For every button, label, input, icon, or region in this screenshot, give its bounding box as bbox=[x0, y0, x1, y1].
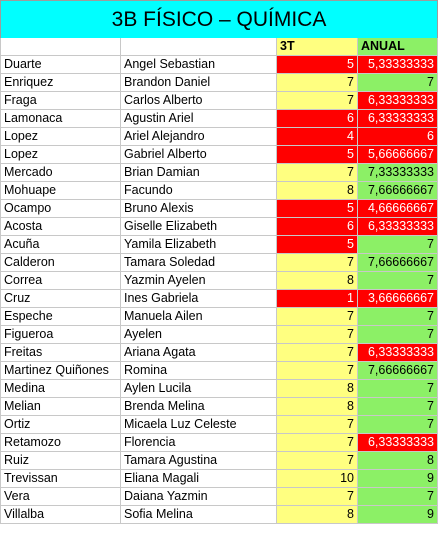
table-row bbox=[0, 218, 438, 236]
apellido-cell[interactable]: Figueroa bbox=[0, 326, 121, 344]
apellido-cell[interactable]: Fraga bbox=[0, 92, 121, 110]
nombre-cell[interactable]: Manuela Ailen bbox=[121, 308, 277, 326]
table-row bbox=[0, 398, 438, 416]
grade-3t-cell[interactable]: 6 bbox=[277, 218, 358, 236]
nombre-cell[interactable]: Brian Damian bbox=[121, 164, 277, 182]
nombre-cell[interactable]: Micaela Luz Celeste bbox=[121, 416, 277, 434]
table-row bbox=[0, 164, 438, 182]
header-anual-cell[interactable]: ANUAL bbox=[358, 38, 438, 56]
grade-3t-cell[interactable]: 7 bbox=[277, 416, 358, 434]
table-row bbox=[0, 128, 438, 146]
grade-3t-cell[interactable]: 8 bbox=[277, 398, 358, 416]
apellido-cell[interactable]: Enriquez bbox=[0, 74, 121, 92]
apellido-cell[interactable]: Calderon bbox=[0, 254, 121, 272]
apellido-cell[interactable]: Mercado bbox=[0, 164, 121, 182]
nombre-cell[interactable]: Agustin Ariel bbox=[121, 110, 277, 128]
header-apellido-cell[interactable] bbox=[0, 38, 121, 56]
nombre-cell[interactable]: Yazmin Ayelen bbox=[121, 272, 277, 290]
table-row bbox=[0, 506, 438, 524]
grade-3t-cell[interactable]: 6 bbox=[277, 110, 358, 128]
grade-anual-cell[interactable]: 7 bbox=[358, 398, 438, 416]
grade-anual-cell[interactable]: 7 bbox=[358, 326, 438, 344]
grade-3t-cell[interactable]: 5 bbox=[277, 236, 358, 254]
table-row bbox=[0, 254, 438, 272]
table-row bbox=[0, 92, 438, 110]
grade-3t-cell[interactable]: 7 bbox=[277, 452, 358, 470]
table-row bbox=[0, 272, 438, 290]
table-row bbox=[0, 74, 438, 92]
grade-anual-cell[interactable]: 7 bbox=[358, 380, 438, 398]
apellido-cell[interactable]: Acosta bbox=[0, 218, 121, 236]
grade-anual-cell[interactable]: 6,33333333 bbox=[358, 434, 438, 452]
nombre-cell[interactable]: Florencia bbox=[121, 434, 277, 452]
grade-3t-cell[interactable]: 7 bbox=[277, 92, 358, 110]
grade-anual-cell[interactable]: 6,33333333 bbox=[358, 110, 438, 128]
header-row bbox=[0, 38, 438, 56]
sheet-title: 3B FÍSICO – QUÍMICA bbox=[0, 0, 438, 39]
table-row bbox=[0, 110, 438, 128]
grade-anual-cell[interactable]: 9 bbox=[358, 470, 438, 488]
apellido-cell[interactable]: Ocampo bbox=[0, 200, 121, 218]
table-row bbox=[0, 488, 438, 506]
nombre-cell[interactable]: Brandon Daniel bbox=[121, 74, 277, 92]
grade-anual-cell[interactable]: 7 bbox=[358, 236, 438, 254]
nombre-cell[interactable]: Ayelen bbox=[121, 326, 277, 344]
grade-anual-cell[interactable]: 5,33333333 bbox=[358, 56, 438, 74]
grade-anual-cell[interactable]: 7,66666667 bbox=[358, 254, 438, 272]
grade-3t-cell[interactable]: 7 bbox=[277, 362, 358, 380]
apellido-cell[interactable]: Mohuape bbox=[0, 182, 121, 200]
apellido-cell[interactable]: Martinez Quiñones bbox=[0, 362, 121, 380]
grade-anual-cell[interactable]: 6 bbox=[358, 128, 438, 146]
nombre-cell[interactable]: Aylen Lucila bbox=[121, 380, 277, 398]
nombre-cell[interactable]: Daiana Yazmin bbox=[121, 488, 277, 506]
nombre-cell[interactable]: Ines Gabriela bbox=[121, 290, 277, 308]
nombre-cell[interactable]: Eliana Magali bbox=[121, 470, 277, 488]
grade-anual-cell[interactable]: 6,33333333 bbox=[358, 92, 438, 110]
table-row bbox=[0, 470, 438, 488]
apellido-cell[interactable]: Retamozo bbox=[0, 434, 121, 452]
nombre-cell[interactable]: Brenda Melina bbox=[121, 398, 277, 416]
nombre-cell[interactable]: Ariana Agata bbox=[121, 344, 277, 362]
nombre-cell[interactable]: Tamara Agustina bbox=[121, 452, 277, 470]
apellido-cell[interactable]: Freitas bbox=[0, 344, 121, 362]
apellido-cell[interactable]: Trevissan bbox=[0, 470, 121, 488]
nombre-cell[interactable]: Yamila Elizabeth bbox=[121, 236, 277, 254]
apellido-cell[interactable]: Cruz bbox=[0, 290, 121, 308]
grade-3t-cell[interactable]: 7 bbox=[277, 164, 358, 182]
table-row bbox=[0, 380, 438, 398]
apellido-cell[interactable]: Lamonaca bbox=[0, 110, 121, 128]
table-row bbox=[0, 236, 438, 254]
header-nombre-cell[interactable] bbox=[121, 38, 277, 56]
table-body bbox=[0, 56, 438, 524]
grade-3t-cell[interactable]: 5 bbox=[277, 200, 358, 218]
apellido-cell[interactable]: Medina bbox=[0, 380, 121, 398]
grade-anual-cell[interactable]: 8 bbox=[358, 452, 438, 470]
grade-anual-cell[interactable]: 7,66666667 bbox=[358, 362, 438, 380]
header-3t-cell[interactable]: 3T bbox=[277, 38, 358, 56]
table-row bbox=[0, 326, 438, 344]
table-row bbox=[0, 200, 438, 218]
nombre-cell[interactable]: Bruno Alexis bbox=[121, 200, 277, 218]
grade-3t-cell[interactable]: 7 bbox=[277, 488, 358, 506]
grade-anual-cell[interactable]: 3,66666667 bbox=[358, 290, 438, 308]
apellido-cell[interactable]: Villalba bbox=[0, 506, 121, 524]
apellido-cell[interactable]: Lopez bbox=[0, 128, 121, 146]
nombre-cell[interactable]: Carlos Alberto bbox=[121, 92, 277, 110]
nombre-cell[interactable]: Tamara Soledad bbox=[121, 254, 277, 272]
grade-anual-cell[interactable]: 7 bbox=[358, 308, 438, 326]
grade-3t-cell[interactable]: 5 bbox=[277, 56, 358, 74]
nombre-cell[interactable]: Facundo bbox=[121, 182, 277, 200]
table-row bbox=[0, 290, 438, 308]
grade-3t-cell[interactable]: 8 bbox=[277, 182, 358, 200]
grade-3t-cell[interactable]: 7 bbox=[277, 434, 358, 452]
nombre-cell[interactable]: Sofia Melina bbox=[121, 506, 277, 524]
nombre-cell[interactable]: Romina bbox=[121, 362, 277, 380]
table-row bbox=[0, 146, 438, 164]
grade-3t-cell[interactable]: 7 bbox=[277, 254, 358, 272]
grade-3t-cell[interactable]: 1 bbox=[277, 290, 358, 308]
table-row bbox=[0, 362, 438, 380]
table-row bbox=[0, 308, 438, 326]
grade-anual-cell[interactable]: 9 bbox=[358, 506, 438, 524]
grade-3t-cell[interactable]: 8 bbox=[277, 506, 358, 524]
grade-3t-cell[interactable]: 4 bbox=[277, 128, 358, 146]
apellido-cell[interactable]: Melian bbox=[0, 398, 121, 416]
grade-anual-cell[interactable]: 7,33333333 bbox=[358, 164, 438, 182]
grade-anual-cell[interactable]: 7,66666667 bbox=[358, 182, 438, 200]
apellido-cell[interactable]: Ortiz bbox=[0, 416, 121, 434]
apellido-cell[interactable]: Acuña bbox=[0, 236, 121, 254]
apellido-cell[interactable]: Duarte bbox=[0, 56, 121, 74]
grade-3t-cell[interactable]: 10 bbox=[277, 470, 358, 488]
table-row bbox=[0, 56, 438, 74]
apellido-cell[interactable]: Lopez bbox=[0, 146, 121, 164]
nombre-cell[interactable]: Gabriel Alberto bbox=[121, 146, 277, 164]
grades-table bbox=[0, 38, 438, 524]
table-row bbox=[0, 182, 438, 200]
table-row bbox=[0, 434, 438, 452]
grade-anual-cell[interactable]: 7 bbox=[358, 416, 438, 434]
nombre-cell[interactable]: Giselle Elizabeth bbox=[121, 218, 277, 236]
apellido-cell[interactable]: Vera bbox=[0, 488, 121, 506]
grade-anual-cell[interactable]: 7 bbox=[358, 74, 438, 92]
grade-3t-cell[interactable]: 8 bbox=[277, 272, 358, 290]
apellido-cell[interactable]: Correa bbox=[0, 272, 121, 290]
table-row bbox=[0, 416, 438, 434]
grade-anual-cell[interactable]: 5,66666667 bbox=[358, 146, 438, 164]
grade-3t-cell[interactable]: 7 bbox=[277, 326, 358, 344]
grade-3t-cell[interactable]: 7 bbox=[277, 344, 358, 362]
nombre-cell[interactable]: Ariel Alejandro bbox=[121, 128, 277, 146]
apellido-cell[interactable]: Ruiz bbox=[0, 452, 121, 470]
grade-3t-cell[interactable]: 7 bbox=[277, 308, 358, 326]
grade-3t-cell[interactable]: 8 bbox=[277, 380, 358, 398]
grade-3t-cell[interactable]: 7 bbox=[277, 74, 358, 92]
grade-anual-cell[interactable]: 4,66666667 bbox=[358, 200, 438, 218]
grade-3t-cell[interactable]: 5 bbox=[277, 146, 358, 164]
nombre-cell[interactable]: Angel Sebastian bbox=[121, 56, 277, 74]
table-row bbox=[0, 344, 438, 362]
grade-anual-cell[interactable]: 6,33333333 bbox=[358, 344, 438, 362]
table-row bbox=[0, 452, 438, 470]
grade-anual-cell[interactable]: 6,33333333 bbox=[358, 218, 438, 236]
grade-anual-cell[interactable]: 7 bbox=[358, 488, 438, 506]
apellido-cell[interactable]: Espeche bbox=[0, 308, 121, 326]
grade-anual-cell[interactable]: 7 bbox=[358, 272, 438, 290]
